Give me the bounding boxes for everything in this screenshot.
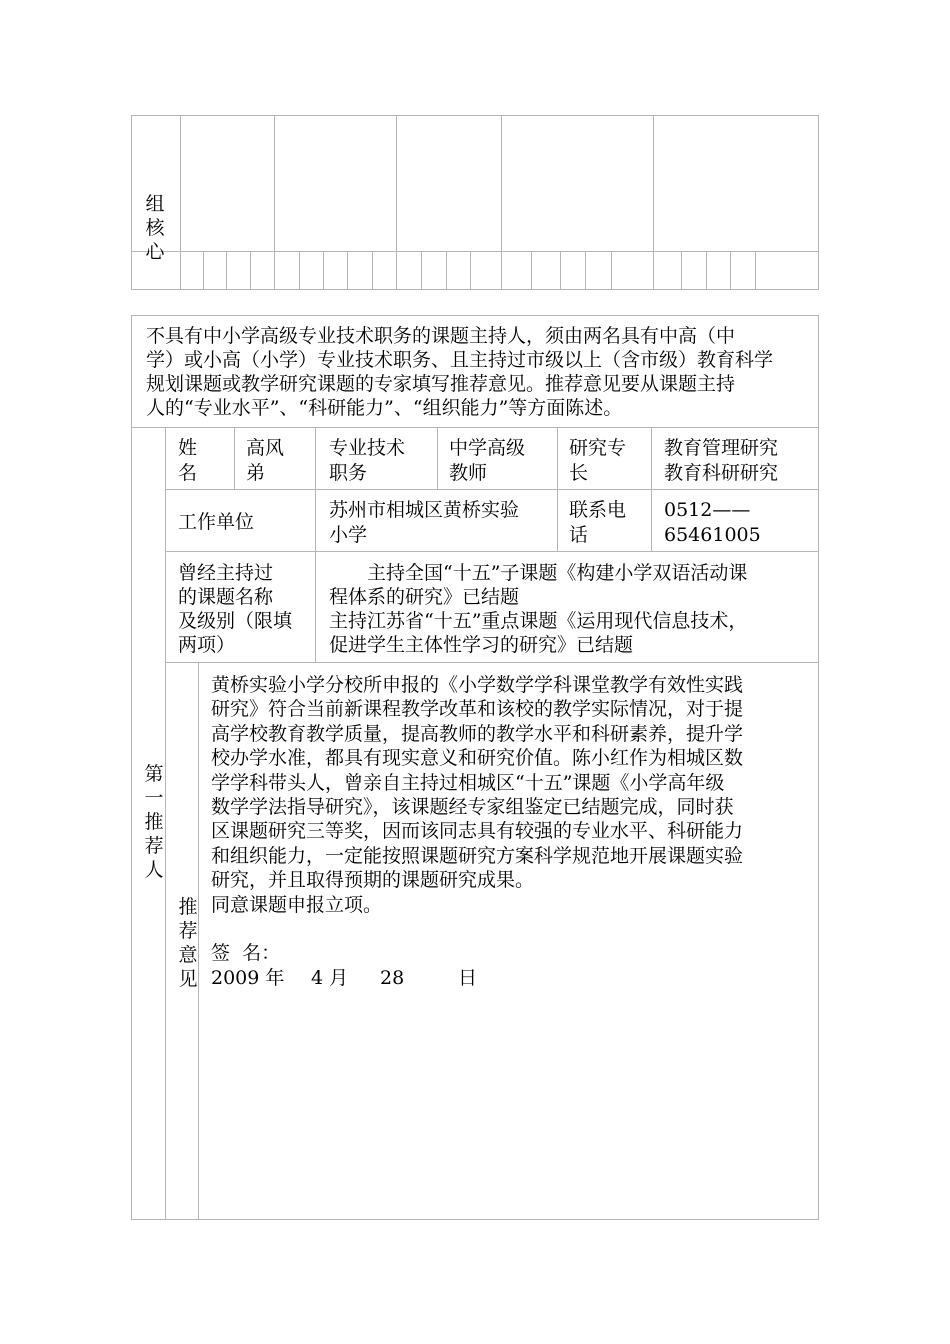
opinion-line: 同意课题申报立项。 (211, 893, 383, 916)
projects-label: 两项） (178, 634, 236, 656)
instruction-line: 规划课题或教学研究课题的专家填写推荐意见。推荐意见要从课题主持 (146, 373, 736, 395)
opinion-line: 高学校教育教学质量，提高教师的教学水平和科研素养，提升学 (211, 722, 744, 745)
specialty-label: 长 (569, 462, 589, 484)
opinion-line: 区课题研究三等奖，因而该同志具有较强的专业水平、科研能力 (211, 820, 744, 843)
unit-label: 工作单位 (178, 511, 255, 533)
recommender-side-label: 第一推荐人 (144, 763, 164, 881)
phone-label: 话 (569, 524, 589, 546)
date-year: 2009 年 (211, 967, 285, 989)
signature-label: 签 名： (211, 942, 281, 964)
title-label: 专业技术 (329, 437, 406, 459)
date-day: 日 (458, 967, 478, 989)
instruction-line: 不具有中小学高级专业技术职务的课题主持人，须由两名具有中高（中 (146, 325, 736, 347)
top-side-label: 组 核 心 (145, 193, 165, 263)
opinion-line: 研究，并且取得预期的课题研究成果。 (211, 869, 535, 892)
opinion-line: 校办学水准，都具有现实意义和研究价值。陈小红作为相城区数 (211, 747, 744, 770)
instruction-line: 人的“专业水平”、“科研能力”、“组织能力”等方面陈述。 (146, 397, 623, 419)
unit-value: 小学 (329, 524, 368, 546)
projects-value: 主持全国“十五”子课题《构建小学双语活动课 (329, 562, 748, 584)
specialty-value: 教育管理研究 (664, 437, 779, 459)
projects-value: 主持江苏省“十五”重点课题《运用现代信息技术， (329, 610, 748, 632)
phone-label: 联系电 (569, 499, 627, 521)
date (211, 966, 511, 990)
projects-value: 促进学生主体性学习的研究》已结题 (329, 634, 634, 656)
opinion-line: 学学科带头人，曾亲自主持过相城区“十五”课题《小学高年级 (211, 771, 725, 794)
instruction-line: 学）或小高（小学）专业技术职务、且主持过市级以上（含市级）教育科学 (146, 349, 774, 371)
specialty-value: 教育科研研究 (664, 462, 779, 484)
name-label: 姓 (178, 437, 198, 459)
date-month: 4 月 (311, 967, 349, 989)
opinion-line: 黄桥实验小学分校所申报的《小学数学学科课堂教学有效性实践 (211, 674, 744, 696)
name-value: 弟 (246, 462, 266, 484)
unit-value: 苏州市相城区黄桥实验 (329, 499, 520, 521)
opinion-label: 推荐意见 (178, 896, 198, 990)
projects-label: 的课题名称 (178, 586, 274, 608)
opinion-line: 数学学法指导研究》，该课题经专家组鉴定已结题完成，同时获 (211, 796, 734, 818)
phone-value: 65461005 (664, 524, 761, 546)
name-value: 高风 (246, 437, 285, 459)
projects-label: 及级别（限填 (178, 610, 293, 632)
projects-label: 曾经主持过 (178, 562, 274, 584)
title-label: 职务 (329, 462, 368, 484)
opinion-line: 研究》符合当前新课程教学改革和该校的教学实际情况，对于提 (211, 698, 744, 721)
date-day-number: 28 (380, 967, 405, 989)
phone-value: 0512—— (664, 499, 751, 521)
title-value: 教师 (449, 462, 488, 484)
opinion-line: 和组织能力，一定能按照课题研究方案科学规范地开展课题实验 (211, 844, 744, 867)
specialty-label: 研究专 (569, 437, 627, 459)
title-value: 中学高级 (449, 437, 526, 459)
name-label: 名 (178, 462, 198, 484)
projects-value: 程体系的研究》已结题 (329, 586, 520, 608)
